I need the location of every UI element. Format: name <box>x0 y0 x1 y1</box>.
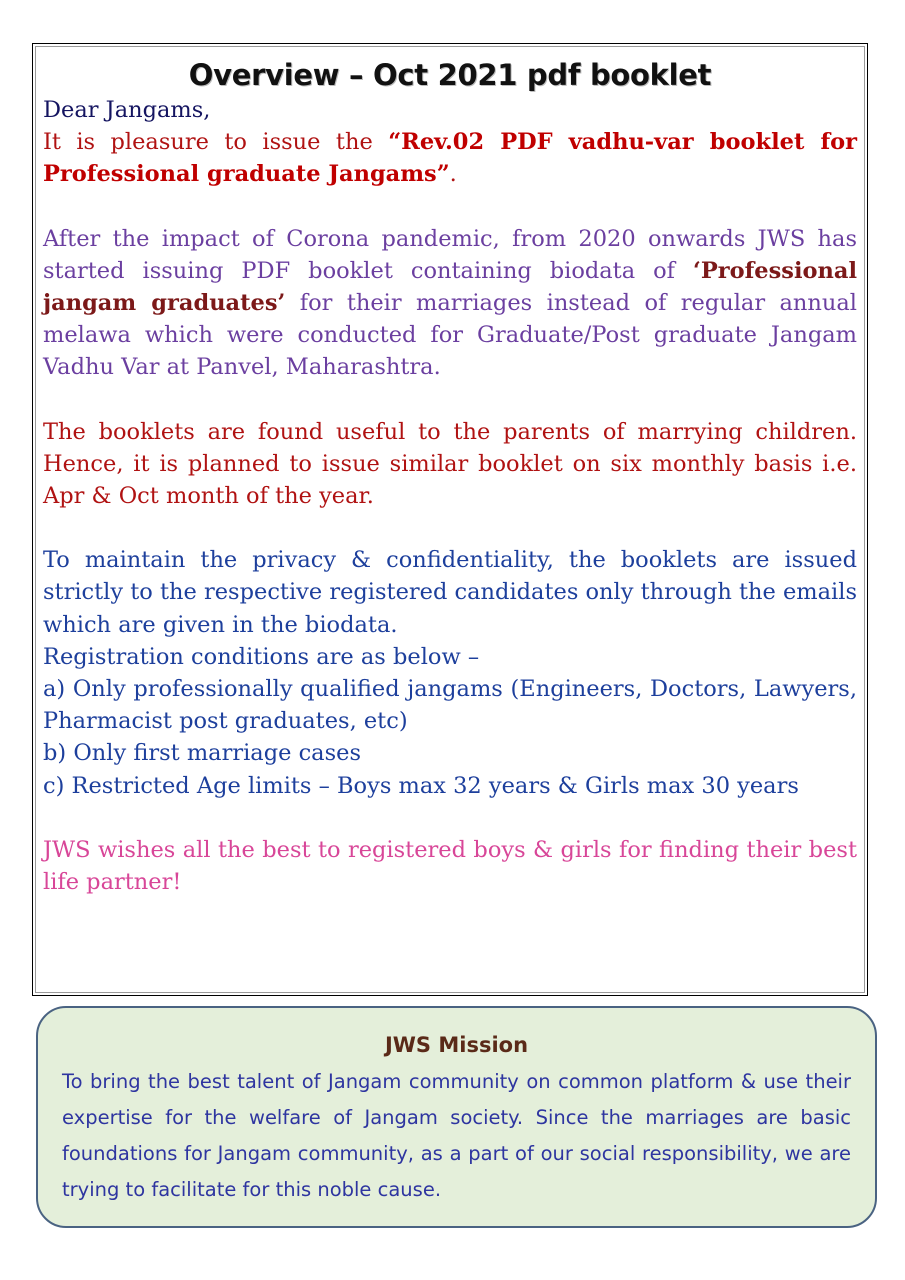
condition-b: b) Only first marriage cases <box>43 740 361 767</box>
page-title: Overview – Oct 2021 pdf booklet <box>188 58 712 92</box>
condition-a: a) Only professionally qualified jangams (Engineers, Doctors, Lawyers, Pharmacist post graduates, etc) <box>43 676 857 735</box>
mission-box <box>36 1006 877 1228</box>
wishes-paragraph: JWS wishes all the best to registered boys & girls for finding their best life partner! <box>43 836 857 896</box>
intro-booklet-name: “Rev.02 PDF vadhu-var booklet for Professional graduate Jangams” <box>43 129 857 188</box>
overview-body <box>43 94 857 898</box>
overview-box <box>32 43 868 996</box>
history-suffix: for their marriages instead of regular annual melawa which were conducted for Graduate/Post graduate Jangam Vadhu Var at Panvel, Maharashtra. <box>43 290 858 381</box>
mission-title: JWS Mission <box>384 1033 529 1057</box>
intro-prefix: It is pleasure to issue the <box>43 129 389 156</box>
history-prefix: After the impact of Corona pandemic, from 2020 onwards JWS has started issuing PDF booklet containing biodata of <box>43 225 857 284</box>
conditions-intro: Registration conditions are as below – <box>43 643 480 670</box>
usefulness-paragraph: The booklets are found useful to the parents of marrying children. Hence, it is planned to issue similar booklet on six monthly basis i.e. Apr & Oct month of the year. <box>43 418 857 510</box>
privacy-paragraph: To maintain the privacy & confidentiality, the booklets are issued strictly to the respective registered candidates only through the emails which are given in the biodata. <box>43 547 857 638</box>
spacer <box>43 384 857 416</box>
intro-suffix: . <box>449 161 457 188</box>
condition-c: c) Restricted Age limits – Boys max 32 years & Girls max 30 years <box>43 772 799 799</box>
spacer <box>43 802 857 834</box>
history-paragraph <box>43 223 857 384</box>
greeting: Dear Jangams, <box>43 97 211 123</box>
spacer <box>43 512 857 544</box>
intro-paragraph <box>43 126 857 190</box>
history-highlight: ‘Professional jangam graduates’ <box>43 257 857 317</box>
mission-text: To bring the best talent of Jangam community on common platform & use their expertise for the welfare of Jangam society. Since the marriages are basic foundations for Jangam community, as a part of our social responsibility, we are trying to facilitate for this noble cause. <box>62 1070 851 1201</box>
spacer <box>43 191 857 223</box>
